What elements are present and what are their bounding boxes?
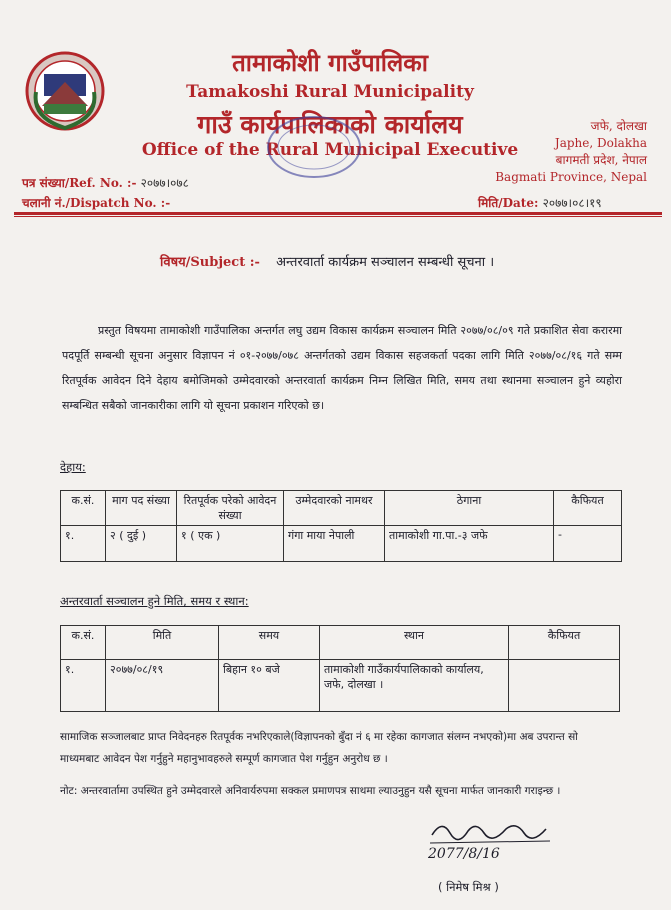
table-header-cell: क.सं. (61, 626, 106, 660)
office-name-np: गाउँ कार्यपालिकाको कार्यालय (197, 110, 463, 139)
table-cell: २०७७/०८/१९ (106, 660, 219, 712)
date-label: मिति/Date: (478, 196, 539, 210)
table-row (61, 526, 622, 562)
ref-value: २०७७।०७८ (140, 176, 189, 190)
table-cell: तामाकोशी गा.पा.-३ जफे (385, 526, 554, 562)
address-line: बागमती प्रदेश, नेपाल (555, 153, 647, 167)
table-header-row (61, 626, 620, 660)
table-header-cell: उम्मेदवारको नामथर (284, 491, 385, 526)
candidate-table (60, 490, 622, 562)
table-cell (509, 660, 620, 712)
municipality-name-np: तामाकोशी गाउँपालिका (232, 48, 428, 77)
office-address (495, 118, 647, 186)
table-row (61, 660, 620, 712)
office-name-en: Office of the Rural Municipal Executive (141, 140, 519, 160)
header-divider (14, 212, 662, 215)
signature-date: 2077/8/16 (428, 846, 500, 862)
table-cell: तामाकोशी गाउँकार्यपालिकाको कार्यालय, जफे, दोलखा । (320, 660, 509, 712)
dispatch-no (22, 194, 170, 211)
signatory-name: ( निमेष मिश्र ) (438, 880, 499, 894)
header-divider-thin (14, 216, 662, 217)
table-header-cell: क.सं. (61, 491, 106, 526)
official-seal (264, 112, 364, 182)
note-interview: नोट: अन्तरवार्तामा उपस्थित हुने उम्मेदवारले अनिवार्यरुपमा सक्कल प्रमाणपत्र साथमा ल्याउनुहुन यसै सूचना मार्फत जानकारी गराइन्छ । (60, 785, 561, 797)
table-header-row (61, 491, 622, 526)
municipality-name-en: Tamakoshi Rural Municipality (186, 82, 474, 102)
table-header-cell: मिति (106, 626, 219, 660)
signature (420, 815, 560, 875)
subject-line (160, 252, 494, 270)
body-paragraph: प्रस्तुत विषयमा तामाकोशी गाउँपालिका अन्तर्गत लघु उद्यम विकास कार्यक्रम सञ्चालन मिति २०७७/०८/०९ गते प्रकाशित सेवा करारमा पदपूर्ति सम्बन्धी सूचना अनुसार विज्ञापन नं ०१-२०७७/०७८ अन्तर्गतको उद्यम विकास सहजकर्ता पदका लागि मिति २०७७/०८/१६ गते सम्म रितपूर्वक आवेदन दिने देहाय बमोजिमको उम्मेदवारको अन्तरवार्ता कार्यक्रम निम्न लिखित मिति, समय तथा स्थानमा सञ्चालन हुने व्यहोरा सम्बन्धित सबैको जानकारीका लागि यो सूचना प्रकाशन गरिएको छ। (62, 324, 622, 412)
table-header-cell: कैफियत (554, 491, 622, 526)
table-cell: गंगा माया नेपाली (284, 526, 385, 562)
table-header-cell: कैफियत (509, 626, 620, 660)
table-header-cell: रितपूर्वक परेको आवेदन संख्या (177, 491, 284, 526)
subject-text: अन्तरवार्ता कार्यक्रम सञ्चालन सम्बन्धी सूचना । (276, 255, 495, 270)
table-cell: १. (61, 660, 106, 712)
table-header-cell: स्थान (320, 626, 509, 660)
dispatch-label: चलानी नं./Dispatch No. :- (22, 196, 171, 210)
table-cell: २ ( दुई ) (106, 526, 177, 562)
address-line: जफे, दोलखा (590, 119, 647, 133)
note-social-media: सामाजिक सञ्जालबाट प्राप्त निवेदनहरु रितपूर्वक नभरिएकाले(विज्ञापनको बुँदा नं ६ मा रहेका कागजात संलग्न नभएको)मा अब उपरान्त सो माध्यमबाट आवेदन पेश गर्नुहुने महानुभावहरुले सम्पूर्ण कागजात पेश गर्नुहुन अनुरोध छ । (60, 731, 578, 765)
address-line: Bagmati Province, Nepal (495, 170, 647, 184)
section1-title: देहाय: (60, 460, 86, 474)
date-field (478, 194, 602, 211)
table-cell: १. (61, 526, 106, 562)
table-header-cell: समय (219, 626, 320, 660)
address-line: Japhe, Dolakha (554, 136, 647, 150)
table-header-cell: ठेगाना (385, 491, 554, 526)
table-cell: १ ( एक ) (177, 526, 284, 562)
date-value: २०७७।०८।१९ (542, 196, 602, 210)
interview-schedule-table (60, 625, 620, 712)
table-cell: - (554, 526, 622, 562)
table-header-cell: माग पद संख्या (106, 491, 177, 526)
table-cell: बिहान १० बजे (219, 660, 320, 712)
municipality-logo (22, 48, 108, 134)
subject-label: विषय/Subject :- (160, 255, 260, 270)
ref-label: पत्र संख्या/Ref. No. :- (22, 176, 137, 190)
section2-title: अन्तरवार्ता सञ्चालन हुने मिति, समय र स्थान: (60, 594, 249, 608)
ref-no (22, 174, 189, 191)
